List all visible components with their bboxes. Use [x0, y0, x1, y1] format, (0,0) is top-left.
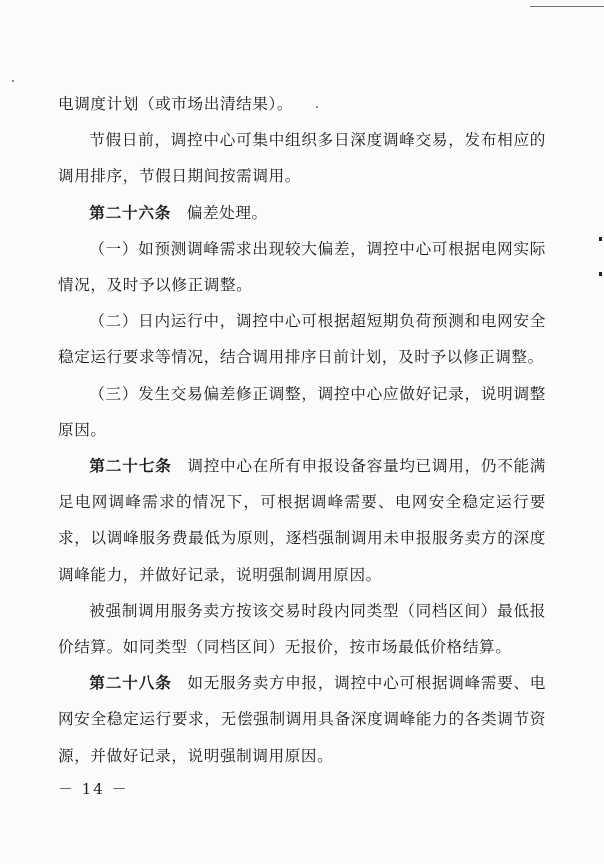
paragraph: 电调度计划（或市场出清结果）。: [58, 95, 294, 113]
paragraph: 节假日前，调控中心可集中组织多日深度调峰交易，发布相应的调用排序，节假日期间按需调用。: [58, 131, 546, 186]
document-body: [58, 86, 546, 774]
article-paragraph: 第二十八条 如无服务卖方申报，调控中心可根据调峰需要、电网安全稳定运行要求，无偿强制调用具备深度调峰能力的各类调节资源，并做好记录，说明强制调用原因。: [58, 673, 546, 765]
scan-edge-mark: [599, 237, 602, 241]
article-heading: 第二十六条: [89, 202, 172, 222]
article-paragraph: 第二十七条 调控中心在所有申报设备容量均已调用，仍不能满足电网调峰需求的情况下，可根据调峰需要、电网安全稳定运行要求，以调峰服务费最低为原则，逐档强制调用未申报服务卖方的深度调峰能力，并做好记录，说明强制调用原因。: [58, 456, 546, 584]
article-heading: 第二十七条: [89, 456, 172, 476]
article-paragraph: 第二十六条 偏差处理。: [89, 202, 268, 222]
paragraph: （三）发生交易偏差修正调整，调控中心应做好记录，说明调整原因。: [58, 384, 546, 439]
scan-edge-mark: [599, 272, 602, 276]
paragraph: 被强制调用服务卖方按该交易时段内同类型（同档区间）最低报价结算。如同类型（同档区间）无报价，按市场最低价格结算。: [58, 601, 546, 657]
scan-top-rule: [530, 6, 604, 7]
paragraph: （二）日内运行中，调控中心可根据超短期负荷预测和电网安全稳定运行要求等情况，结合调用排序日前计划，及时予以修正调整。: [58, 312, 546, 367]
page-number: － 14 －: [58, 780, 129, 798]
article-heading: 第二十八条: [89, 673, 172, 693]
scan-speck: [12, 80, 14, 82]
paragraph: （一）如预测调峰需求出现较大偏差，调控中心可根据电网实际情况，及时予以修正调整。: [58, 239, 546, 295]
